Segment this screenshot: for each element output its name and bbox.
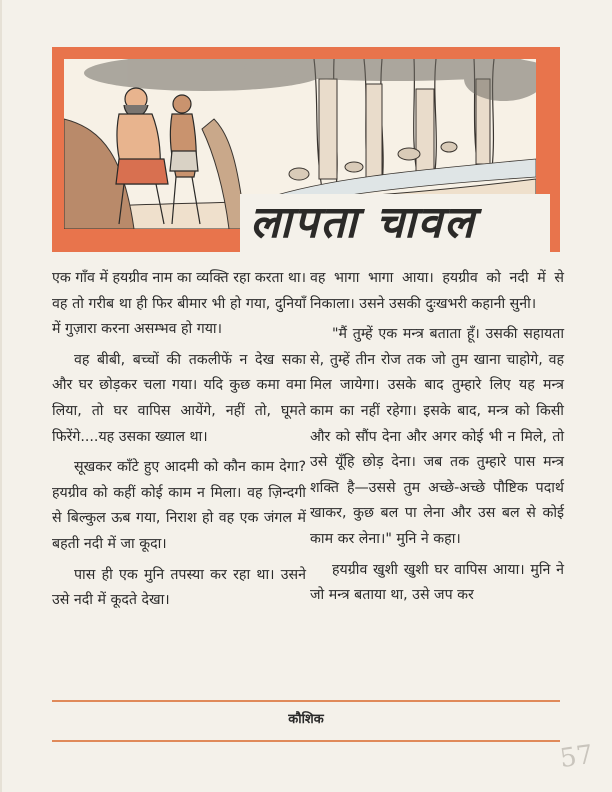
footer-rule-top [52,700,560,702]
title-panel [240,194,550,252]
paragraph-6: "मैं तुम्हें एक मन्त्र बताता हूँ। उसकी सहायता से, तुम्हें तीन रोज तक जो तुम खाना चाहोगे, वह मिल जायेगा। उसके बाद तुम्हारे लिए यह मन्त्र काम का नहीं रहेगा। इसके बाद, मन्त्र को किसी और को सौंप देना और अगर कोई भी न मिले, तो उसे यूँहि छोड़ देना। जब तक तुम्हारे पास मन्त्र शक्ति है—उससे तुम अच्छे-अच्छे पौष्टिक पदार्थ खाकर, कुछ बल पा लेना और उस बल से कोई काम कर लेना।" मुनि ने कहा। [310,326,564,547]
paragraph-2: वह बीबी, बच्चों की तकलीफें न देख सका और घर छोड़कर चला गया। यदि कुछ कमा वमा लिया, तो घर वापिस आयेंगे, नहीं तो, घूमते फिरेंगे....यह उसका ख्याल था। [52,351,306,445]
story-title: लापता चावल [250,197,476,248]
footer-artist-name: कौशिक [288,712,324,727]
paragraph-5: वह भागा भागा आया। हयग्रीव को नदी में से निकाला। उसने उसकी दुःखभरी कहानी सुनी। [310,270,564,312]
paragraph-1: एक गाँव में हयग्रीव नाम का व्यक्ति रहा करता था। वह तो गरीब था ही फिर बीमार भी हो गया, दुनियाँ में गुज़ारा करना असम्भव हो गया। [52,270,306,338]
paragraph-7: हयग्रीव खुशी खुशी घर वापिस आया। मुनि ने जो मन्त्र बताया था, उसे जप कर [310,561,564,604]
paragraph-4: पास ही एक मुनि तपस्या कर रहा था। उसने उसे नदी में कूदते देखा। [52,566,306,609]
paragraph-3: सूखकर काँटे हुए आदमी को कौन काम देगा? हयग्रीव को कहीं कोई काम न मिला। वह ज़िन्दगी से बिल्कुल ऊब गया, निराश हो वह एक जंगल में बहती नदी में जा कूदा। [52,459,306,552]
page-number: 57 [558,739,596,775]
footer-rule-bottom [52,740,560,742]
right-column [310,266,564,614]
left-column [52,266,306,619]
header-illustration-frame [52,47,560,252]
